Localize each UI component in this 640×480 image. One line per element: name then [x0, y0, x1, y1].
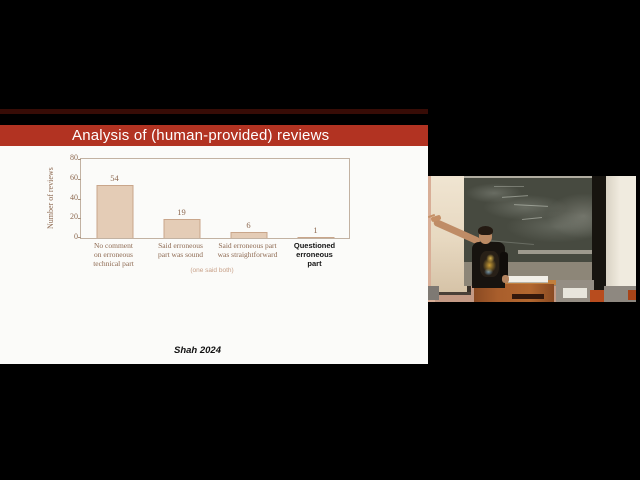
x-category-line: Said erroneous part [218, 241, 277, 250]
lecturer-hair [478, 226, 493, 235]
y-tick-label: 40 [70, 192, 78, 202]
x-category-line: Questioned [293, 241, 336, 250]
bar-value-label: 1 [313, 225, 318, 235]
x-category-label [214, 241, 281, 259]
desk [428, 286, 439, 300]
bar-slot [282, 159, 349, 238]
chair [590, 290, 604, 302]
x-category-line: part was sound [158, 250, 203, 259]
video-top-edge [428, 172, 638, 176]
x-category-line: was straightforward [217, 250, 278, 259]
bar-value-label: 19 [177, 207, 186, 217]
x-category-line: No comment [94, 241, 133, 250]
chalk-writing [514, 204, 548, 207]
slide-title-banner [0, 125, 428, 146]
bar-slot [81, 159, 148, 238]
projection-screen-right [606, 173, 637, 293]
bar-value-label: 54 [110, 173, 119, 183]
y-tick-label: 20 [70, 212, 78, 222]
papers-on-podium [508, 276, 548, 283]
x-category-label [147, 241, 214, 259]
chalk-tray [518, 250, 598, 254]
chart-annotation: (one said both) [190, 267, 234, 274]
x-category-line: part [307, 259, 322, 268]
podium-shelf [512, 294, 544, 299]
bar [297, 237, 334, 238]
lecturer-left-hand [502, 275, 509, 283]
slide-footer-citation: Shah 2024 [174, 345, 221, 356]
y-tick-label: 80 [70, 153, 78, 162]
y-tick-label: 0 [74, 232, 78, 241]
bar [163, 219, 200, 238]
bar-value-label: 6 [246, 220, 251, 230]
chalk-writing [502, 195, 528, 198]
video-right-edge [636, 172, 638, 302]
bar-slot [215, 159, 282, 238]
x-category-line: technical part [93, 259, 134, 268]
y-axis [60, 153, 78, 241]
chalk-writing [522, 217, 542, 220]
slide-top-edge [0, 109, 428, 114]
x-category-label [80, 241, 147, 268]
bar-slot [148, 159, 215, 238]
y-tick-label: 60 [70, 172, 78, 182]
x-category-line: Said erroneous [158, 241, 203, 250]
x-category-line: erroneous [296, 250, 333, 259]
slide-title: Analysis of (human-provided) reviews [72, 127, 330, 144]
x-category-line: on erroneous [94, 250, 133, 259]
x-category-label [281, 241, 348, 268]
papers-on-desk [563, 288, 587, 298]
plot-area [80, 158, 350, 239]
y-axis-label: Number of reviews [46, 167, 55, 230]
bar [96, 185, 133, 238]
chalk-writing [494, 186, 524, 187]
slide-body [0, 146, 428, 364]
classroom-video-region [428, 172, 638, 302]
tshirt-graphic [480, 251, 499, 277]
bar [230, 232, 267, 238]
